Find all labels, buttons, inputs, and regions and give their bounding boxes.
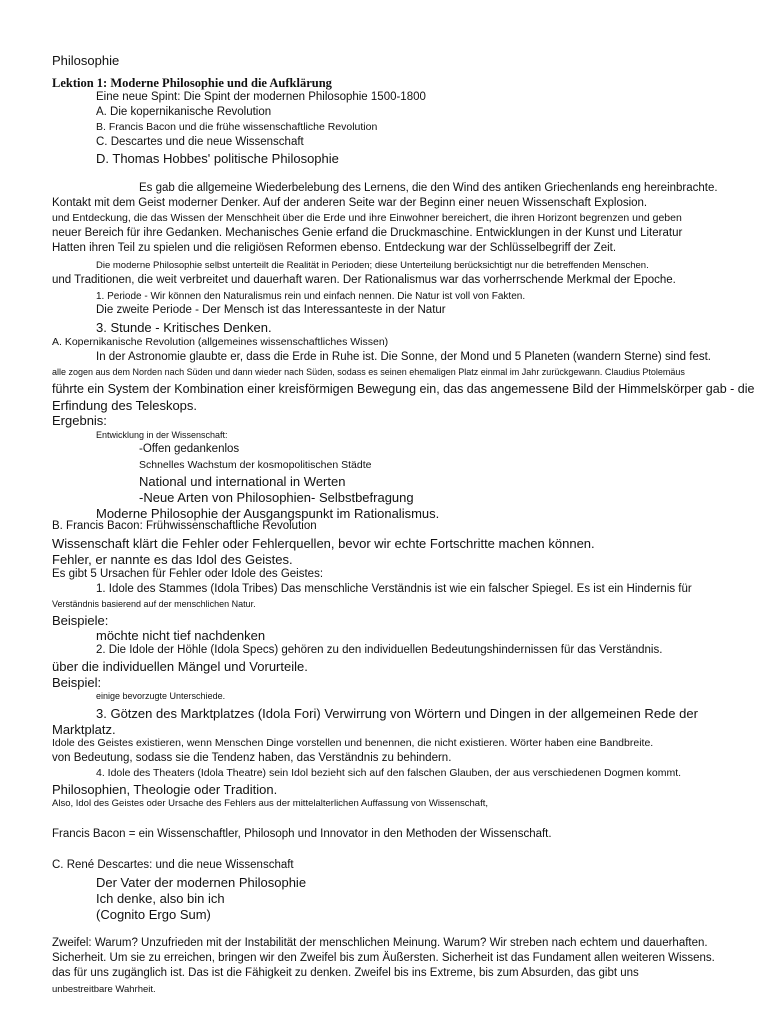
body-line: 1. Periode - Wir können den Naturalismus rein und einfach nennen. Die Natur ist voll von Fakten. (96, 291, 526, 302)
body-line: Moderne Philosophie der Ausgangspunkt im Rationalismus. (96, 506, 440, 521)
outline-item: D. Thomas Hobbes' politische Philosophie (96, 151, 339, 166)
body-line: Hatten ihren Teil zu spielen und die religiösen Reformen ebenso. Entdeckung war der Schlüsselbegriff der Zeit. (52, 242, 617, 254)
body-line: und Traditionen, die weit verbreitet und dauerhaft waren. Der Rationalismus war das vorherrschende Merkmal der Epoche. (52, 274, 676, 286)
lesson-heading: Lektion 1: Moderne Philosophie und die Aufklärung (52, 76, 332, 90)
section-heading: B. Francis Bacon: Frühwissenschaftliche Revolution (52, 520, 317, 532)
document-title: Philosophie (52, 53, 120, 68)
body-line: von Bedeutung, sodass sie die Tendenz haben, das Verständnis zu behindern. (52, 752, 452, 764)
body-line: Die zweite Periode - Der Mensch ist das Interessanteste in der Natur (96, 304, 446, 316)
body-line: Verständnis basierend auf der menschlichen Natur. (52, 599, 256, 609)
body-line: 2. Die Idole der Höhle (Idola Specs) gehören zu den individuellen Bedeutungshindernissen für das Verständnis. (96, 644, 663, 656)
body-line: unbestreitbare Wahrheit. (52, 984, 156, 995)
body-line: Ergebnis: (52, 413, 107, 428)
body-line: Francis Bacon = ein Wissenschaftler, Philosoph und Innovator in den Methoden der Wissenschaft. (52, 828, 552, 840)
list-item: -Neue Arten von Philosophien- Selbstbefragung (139, 490, 414, 505)
body-line: Es gab die allgemeine Wiederbelebung des Lernens, die den Wind des antiken Griechenlands eng hereinbrachte. (139, 182, 718, 194)
body-line: Sicherheit. Um sie zu erreichen, bringen wir den Zweifel bis zum Äußersten. Sicherheit ist das Fundament allen weiteren Wissens. (52, 952, 715, 964)
outline-item: A. Die kopernikanische Revolution (96, 106, 272, 118)
body-line: neuer Bereich für ihre Gedanken. Mechanisches Genie erfand die Druckmaschine. Entwicklungen in der Kunst und Literatur (52, 227, 683, 239)
list-item: -Offen gedankenlos (139, 443, 240, 455)
body-line: Philosophien, Theologie oder Tradition. (52, 782, 278, 797)
body-line: Der Vater der modernen Philosophie (96, 875, 307, 890)
outline-item: B. Francis Bacon und die frühe wissenschaftliche Revolution (96, 121, 378, 133)
outline-item: Eine neue Spint: Die Spint der modernen Philosophie 1500-1800 (96, 91, 426, 103)
body-line: 4. Idole des Theaters (Idola Theatre) sein Idol bezieht sich auf den falschen Glauben, der aus verschiedenen Dogmen kommt. (96, 767, 682, 779)
body-line: Erfindung des Teleskops. (52, 398, 198, 413)
body-line: das für uns zugänglich ist. Das ist die Fähigkeit zu denken. Zweifel bis ins Extreme, bis zum Absurden, das gibt uns (52, 967, 639, 979)
body-line: einige bevorzugte Unterschiede. (96, 691, 226, 701)
body-line: Es gibt 5 Ursachen für Fehler oder Idole des Geistes: (52, 568, 324, 580)
section-heading: A. Kopernikanische Revolution (allgemeines wissenschaftliches Wissen) (52, 336, 389, 348)
body-line: Wissenschaft klärt die Fehler oder Fehlerquellen, bevor wir echte Fortschritte machen können. (52, 536, 595, 551)
body-line: führte ein System der Kombination einer kreisförmigen Bewegung ein, das das angemessene Bild der Himmelskörper gab - die (52, 382, 755, 396)
body-line: Beispiel: (52, 675, 102, 690)
body-line: Die moderne Philosophie selbst unterteilt die Realität in Perioden; diese Unterteilung berücksichtigt nur die betreffenden Menschen. (96, 260, 649, 271)
body-line: Entwicklung in der Wissenschaft: (96, 430, 228, 440)
body-line: 3. Götzen des Marktplatzes (Idola Fori) Verwirrung von Wörtern und Dingen in der allgemeinen Rede der (96, 706, 698, 721)
body-line: In der Astronomie glaubte er, dass die Erde in Ruhe ist. Die Sonne, der Mond und 5 Planeten (wandern Sterne) sind fest. (96, 351, 711, 363)
body-line: Fehler, er nannte es das Idol des Geistes. (52, 552, 293, 567)
body-line: Zweifel: Warum? Unzufrieden mit der Instabilität der menschlichen Meinung. Warum? Wir streben nach echtem und dauerhaften. (52, 937, 708, 949)
body-line: Also, Idol des Geistes oder Ursache des Fehlers aus der mittelalterlichen Auffassung von Wissenschaft, (52, 798, 488, 809)
body-line: und Entdeckung, die das Wissen der Menschheit über die Erde und ihre Einwohner bereichert, die ihren Horizont begrenzen und geben (52, 212, 682, 224)
body-line: über die individuellen Mängel und Vorurteile. (52, 659, 308, 674)
list-item: Schnelles Wachstum der kosmopolitischen Städte (139, 459, 372, 471)
body-line: 1. Idole des Stammes (Idola Tribes) Das menschliche Verständnis ist wie ein falscher Spiegel. Es ist ein Hindernis für (96, 583, 692, 595)
section-heading: C. René Descartes: und die neue Wissenschaft (52, 859, 294, 871)
body-line: (Cognito Ergo Sum) (96, 907, 211, 922)
outline-item: C. Descartes und die neue Wissenschaft (96, 136, 304, 148)
body-line: Beispiele: (52, 613, 109, 628)
body-line: Ich denke, also bin ich (96, 891, 225, 906)
list-item: National und international in Werten (139, 474, 346, 489)
body-line: Marktplatz. (52, 722, 116, 737)
body-line: alle zogen aus dem Norden nach Süden und dann wieder nach Süden, sodass es seinen ehemaligen Platz einmal im Jahr zurückgewann. Claudius Ptolemäus (52, 367, 685, 377)
body-line: Idole des Geistes existieren, wenn Menschen Dinge vorstellen und benennen, die nicht existieren. Wörter haben eine Bandbreite. (52, 737, 654, 749)
body-line: 3. Stunde - Kritisches Denken. (96, 320, 272, 335)
body-line: möchte nicht tief nachdenken (96, 628, 266, 643)
body-line: Kontakt mit dem Geist moderner Denker. Auf der anderen Seite war der Beginn einer neuen Wissenschaft Explosion. (52, 197, 648, 209)
